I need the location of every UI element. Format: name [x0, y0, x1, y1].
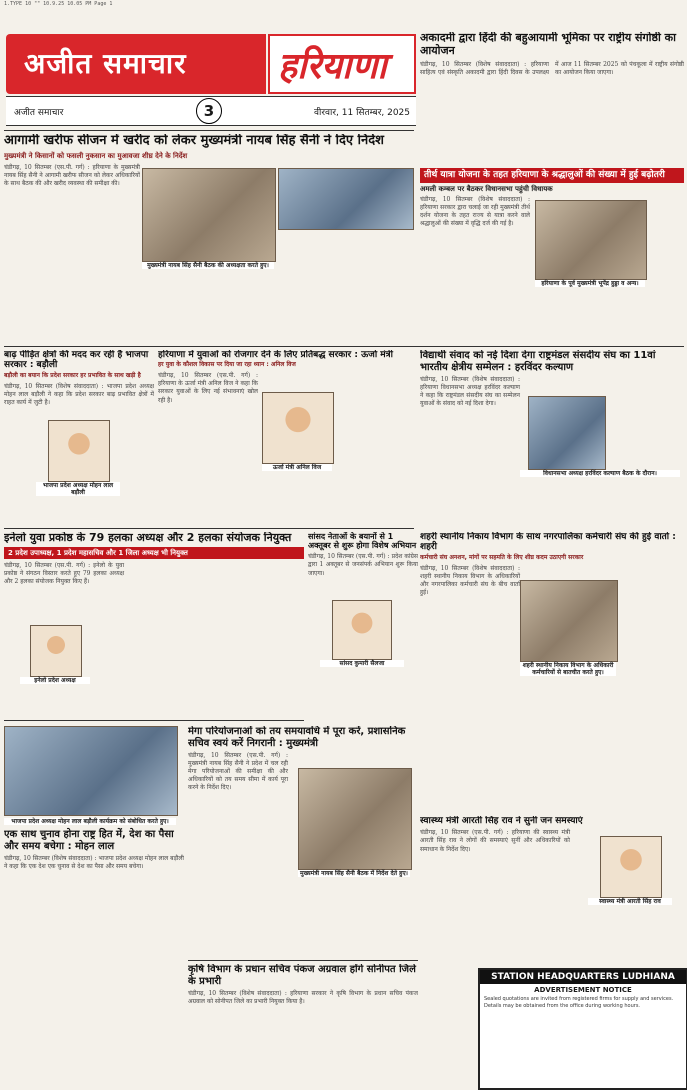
article-headline: स्वास्थ्य मंत्री आरती सिंह राव ने सुनी जन समस्याएं — [420, 816, 583, 826]
article-youth — [4, 532, 304, 712]
health-photo-caption: स्वास्थ्य मंत्री आरती सिंह राव — [588, 898, 672, 905]
article-subhead: बड़ौली का बयान कि प्रदेश सरकार हर प्रभावित के साथ खड़ी है — [4, 371, 141, 379]
print-slug: 1.TYPE 10 "" 10.9.25 10.05 PM Page 1 — [4, 1, 113, 7]
article-headline: मेगा परियोजनाओं को तय समयावधि में पूरा करें, प्रशासनिक सचिव स्वयं करें निगरानी : मुख्यमंत्री — [188, 726, 406, 749]
article-subhead: 2 प्रदेश उपाध्यक्ष, 1 प्रदेश महासचिव और 1 जिला अध्यक्ष भी नियुक्त — [4, 547, 304, 559]
energy-photo-caption: ऊर्जा मंत्री अनिल विज — [262, 464, 332, 471]
election-photo — [4, 726, 178, 816]
article-body: चंडीगढ़, 10 सितम्बर (एस.पी. गर्ग) : हरियाणा के ऊर्जा मंत्री अनिल विज ने कहा कि सरकार युवाओं के लिए नई संभावनाएं खोल रही है। — [158, 372, 258, 404]
dateline-date: वीरवार, 11 सितम्बर, 2025 — [314, 108, 410, 118]
divider — [188, 960, 418, 961]
flood-photo-caption: भाजपा प्रदेश अध्यक्ष मोहन लाल बड़ौली — [36, 482, 120, 496]
ad-body: Sealed quotations are invited from registered firms for supply and services. Details may be obtained from the office during working hours. — [484, 996, 674, 1009]
divider — [4, 346, 684, 347]
article-body: चंडीगढ़, 10 सितम्बर (विशेष संवाददाता) : हरियाणा सरकार द्वारा चलाई जा रही मुख्यमंत्री तीर्थ दर्शन योजना के तहत राज्य से यात्रा करने वाले श्रद्धालुओं की संख्या में वृद्धि दर्ज की गई है। — [420, 195, 530, 228]
article-headline: कृषि विभाग के प्रधान सचिव पंकज अग्रवाल होंगे सोनीपत जिले के प्रभारी — [188, 964, 416, 987]
right-lead-photo — [535, 200, 647, 280]
article-headline: अकादमी द्वारा हिंदी की बहुआयामी भूमिका पर राष्ट्रीय संगोष्ठी का आयोजन — [420, 32, 676, 57]
ad-title: STATION HEADQUARTERS LUDHIANA — [480, 970, 686, 984]
student-photo-caption: विधानसभा अध्यक्ष हरविंदर कल्याण बैठक के दौरान। — [520, 470, 680, 477]
article-headline: हरियाणा में युवाओं को रोजगार देने के लिए प्रतिबद्ध सरकार : ऊर्जा मंत्री — [158, 350, 393, 360]
article-body: चंडीगढ़, 10 सितम्बर (विशेष संवाददाता) : भाजपा प्रदेश अध्यक्ष मोहन लाल बड़ौली ने कहा कि प्रदेश सरकार बाढ़ प्रभावित क्षेत्रों में राहत कार्य में जुटी है। — [4, 382, 154, 406]
article-body: चंडीगढ़, 10 सितम्बर (विशेष संवाददाता) : भाजपा प्रदेश अध्यक्ष मोहन लाल बड़ौली ने कहा कि एक देश एक चुनाव से देश का पैसा और समय बचेगा। — [4, 855, 184, 871]
article-election — [4, 726, 184, 966]
masthead-logo-box — [268, 34, 416, 94]
flood-photo — [48, 420, 110, 482]
right-lead-photo-caption: हरियाणा के पूर्व मुख्यमंत्री भूपेंद्र हुड्डा व अन्य। — [535, 280, 645, 287]
article-headline: बाढ़ पीड़ित क्षेत्रों की मदद कर रही है भाजपा सरकार : बड़ौली — [4, 350, 149, 371]
cm-projects-photo-caption: मुख्यमंत्री नायब सिंह सैनी बैठक में निर्देश देते हुए। — [298, 870, 410, 877]
article-headline: आगामी खरीफ सीजन में खरीद को लेकर मुख्यमंत्री नायब सिंह सैनी ने दिए निर्देश — [4, 134, 384, 148]
article-headline: एक साथ चुनाव होना राष्ट्र हित में, देश का पैसा और समय बचेगा : मोहन लाल — [4, 829, 174, 852]
article-body: चंडीगढ़, 10 सितम्बर (एस.पी. गर्ग) : हरियाणा की स्वास्थ्य मंत्री आरती सिंह राव ने लोगों की समस्याएं सुनीं और अधिकारियों को समाधान के निर्देश दिए। — [420, 829, 570, 853]
article-headline: तीर्थ यात्रा योजना के तहत हरियाणा के श्रद्धालुओं की संख्या में हुई बढ़ोतरी — [420, 168, 684, 183]
article-subhead: अमली कम्बल पर बैठकर विधानसभा पहुंची विधायक — [420, 184, 553, 193]
politics-mid-photo — [332, 600, 392, 660]
article-headline: सांसद नेताओं के बयानों से 1 अक्तूबर से शुरू होगा विशेष अभियान — [308, 532, 417, 551]
masthead-title-right: हरियाणा — [278, 45, 387, 87]
article-headline: इनेलो युवा प्रकोष्ठ के 79 हलका अध्यक्ष और 2 हलका संयोजक नियुक्त — [4, 532, 292, 544]
divider — [4, 528, 414, 529]
cm-projects-photo — [298, 768, 412, 870]
nagar-photo-caption: शहरी स्थानीय निकाय विभाग के अधिकारी कर्मचारियों से बातचीत करते हुए। — [520, 662, 616, 676]
article-body: चंडीगढ़, 10 सितम्बर (विशेष संवाददाता) : हरियाणा सरकार ने कृषि विभाग के प्रधान सचिव पंकज अग्रवाल को सोनीपत जिले का प्रभारी नियुक्त किया है। — [188, 990, 418, 1006]
health-photo — [600, 836, 662, 898]
article-body: चंडीगढ़, 10 सितम्बर (एस.पी. गर्ग) : मुख्यमंत्री नायब सिंह सैनी ने प्रदेश में चल रही मेगा परियोजनाओं की समीक्षा की और अधिकारियों को तय समय सीमा में कार्य पूरा करने के निर्देश दिए। — [188, 752, 288, 792]
divider — [4, 720, 304, 721]
article-agri — [188, 964, 418, 1084]
dateline-left: अजीत समाचार — [14, 108, 64, 118]
masthead — [6, 34, 416, 129]
article-headline: विद्यार्थी संवाद को नई दिशा देगा राष्ट्रमंडल संसदीय संघ का 11वां भारतीय क्षेत्रीय सम्मेलन : हरविंदर कल्याण — [420, 350, 656, 373]
article-subhead: मुख्यमंत्री ने किसानों को फसली नुकसान का मुआवजा शीघ्र देने के निर्देश — [4, 151, 188, 160]
politics-mid-photo-caption: सांसद कुमारी सैलजा — [320, 660, 404, 667]
article-body: चंडीगढ़, 10 सितम्बर (एस.पी. गर्ग) : हरियाणा के मुख्यमंत्री नायब सिंह सैनी ने आगामी खरीफ सीजन को लेकर अधिकारियों के साथ बैठक की और खरीद व्यवस्था की समीक्षा की। — [4, 163, 140, 188]
energy-photo — [262, 392, 334, 464]
article-body: चंडीगढ़, 10 सितम्बर (विशेष संवाददाता) : हरियाणा साहित्य एवं संस्कृति अकादमी द्वारा हिंदी दिवस के उपलक्ष्य में आज 11 सितम्बर 2025 को पंचकूला में राष्ट्रीय संगोष्ठी का आयोजन किया जाएगा। — [420, 61, 684, 77]
article-body: चंडीगढ़, 10 सितम्बर (विशेष संवाददाता) : शहरी स्थानीय निकाय विभाग के अधिकारियों और नगरपालिका कर्मचारी संघ के बीच वार्ता हुई। — [420, 564, 520, 596]
article-subhead: हर युवा के कौशल विकास पर दिया जा रहा ध्यान : अनिल विज — [158, 361, 296, 369]
youth-photo — [30, 625, 82, 677]
article-headline: शहरी स्थानीय निकाय विभाग के साथ नगरपालिका कर्मचारी संघ की हुई वार्ता : शहरी — [420, 532, 676, 553]
youth-photo-caption: इनेलो प्रदेश अध्यक्ष — [20, 677, 90, 684]
divider — [4, 130, 414, 131]
lead-photo-2 — [278, 168, 414, 230]
article-body: चंडीगढ़, 10 सितम्बर (एस.पी. गर्ग) : इनेलो के युवा प्रकोष्ठ ने संगठन विस्तार करते हुए 79 हलका अध्यक्ष और 2 हलका संयोजक नियुक्त किए हैं। — [4, 562, 124, 586]
article-body: चंडीगढ़, 10 सितम्बर (एस.पी. गर्ग) : प्रदेश कांग्रेस द्वारा 1 अक्तूबर से जनसंपर्क अभियान शुरू किया जाएगा। — [308, 553, 418, 577]
advertisement — [478, 968, 687, 1090]
lead-photo-caption: मुख्यमंत्री नायब सिंह सैनी बैठक की अध्यक्षता करते हुए। — [142, 262, 274, 269]
masthead-title-left: अजीत समाचार — [24, 47, 187, 80]
nagar-photo — [520, 580, 618, 662]
student-photo — [528, 396, 606, 470]
election-photo-caption: भाजपा प्रदेश अध्यक्ष मोहन लाल बड़ौली कार्यक्रम को संबोधित करते हुए। — [4, 818, 176, 825]
masthead-red-band — [6, 34, 266, 94]
article-subhead: कर्मचारी संघ अनशन, मांगों पर सहमति के लिए शीघ्र कदम उठाएगी सरकार — [420, 553, 584, 561]
dateline — [6, 96, 416, 126]
article-body: चंडीगढ़, 10 सितम्बर (विशेष संवाददाता) : हरियाणा विधानसभा अध्यक्ष हरविंदर कल्याण ने कहा कि राष्ट्रमंडल संसदीय संघ का सम्मेलन युवाओं के संवाद को नई दिशा देगा। — [420, 376, 520, 408]
ad-subtitle: ADVERTISEMENT NOTICE — [534, 986, 632, 994]
lead-photo — [142, 168, 276, 262]
page-number: 3 — [196, 98, 222, 124]
